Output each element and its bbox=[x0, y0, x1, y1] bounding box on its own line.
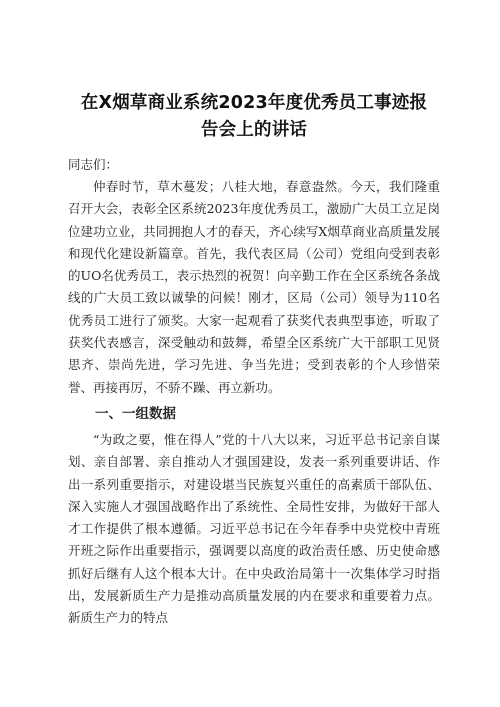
title-line-1: 在X烟草商业系统2023年度优秀员工事迹报 bbox=[80, 93, 428, 113]
section-heading-1: 一、一组数据 bbox=[95, 405, 176, 422]
salutation: 同志们： bbox=[68, 157, 119, 172]
document-title bbox=[68, 90, 440, 144]
title-line-2: 告会上的讲话 bbox=[200, 120, 308, 140]
paragraph-1: 仲春时节，草木蔓发；八桂大地，春意盎然。今天，我们隆重召开大会，表彰全区系统2023年度优秀员工，激励广大员工立足岗位建功立业，共同拥抱人才的春天，齐心续写X烟草商业高质量发展和现代化建设新篇章。首先，我代表区局（公司）党组向受到表彰的UO名优秀员工，表示热烈的祝贺！向辛勤工作在全区系统各条战线的广大员工致以诚挚的问候！刚才，区局（公司）领导为110名优秀员工进行了颁奖。大家一起观看了获奖代表典型事迹，听取了获奖代表感言，深受触动和鼓舞，希望全区系统广大干部职工见贤思齐、崇尚先进，学习先进、争当先进；受到表彰的个人珍惜荣誉、再接再厉，不骄不躁、再立新功。 bbox=[68, 179, 440, 395]
paragraph-2: “为政之要，惟在得人”党的十八大以来，习近平总书记亲自谋划、亲自部署、亲自推动人才强国建设，发表一系列重要讲话、作出一系列重要指示，对建设堪当民族复兴重任的高素质干部队伍、深入实施人才强国战略作出了系统性、全局性安排，为做好干部人才工作提供了根本遵循。习近平总书记在今年春季中央党校中青班开班之际作出重要指示，强调要以高度的政治责任感、历史使命感抓好后继有人这个根本大计。在中央政治局第十一次集体学习时指出，发展新质生产力是推动高质量发展的内在要求和重要着力点。新质生产力的特点 bbox=[68, 431, 440, 626]
